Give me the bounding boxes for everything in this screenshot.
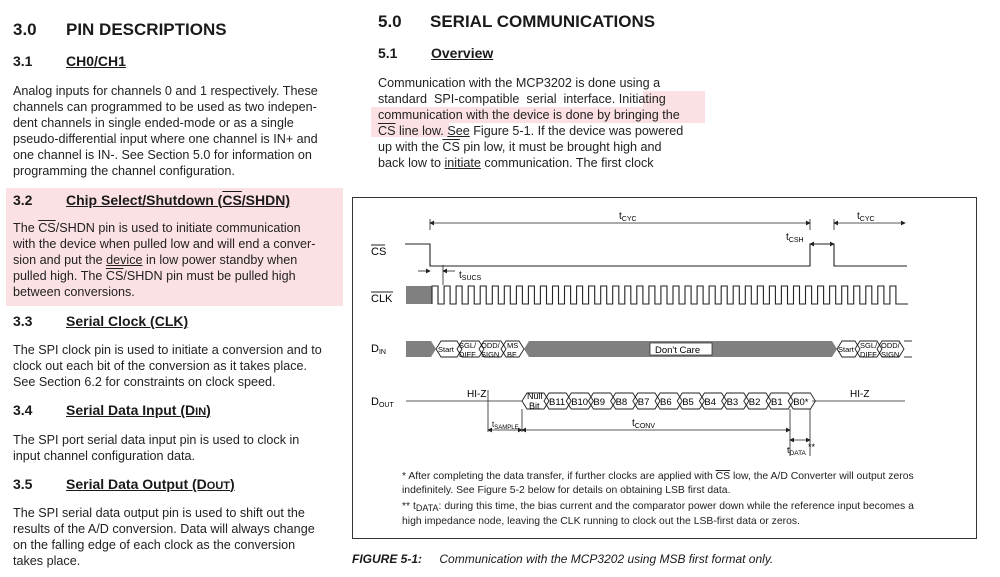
section-3-0-heading: 3.0 PIN DESCRIPTIONS bbox=[13, 20, 227, 39]
section-5-0-heading: 5.0 SERIAL COMMUNICATIONS bbox=[378, 12, 656, 31]
figure-note-1: * After completing the data transfer, if further clocks are applied with $\overline{CS}$ low, the A/D Converter will output zeros indefinitely. See Figure 5-2 below for details on obtaining LSB first data. bbox=[402, 471, 914, 496]
din-diff-2: DIFF bbox=[860, 350, 877, 359]
dout-bit-label: B0* bbox=[793, 397, 809, 408]
din-sign-2: SIGN bbox=[881, 350, 900, 359]
label-tcyc: $t_{CYC}$ bbox=[619, 211, 637, 223]
label-tcyc-2: $t_{CYC}$ bbox=[857, 211, 875, 223]
label-tconv: $t_{CONV}$ bbox=[632, 418, 656, 430]
signal-label-clk: CLK bbox=[371, 293, 393, 305]
label-tdata-stars: ** bbox=[808, 442, 816, 452]
din-sgl: SGL/ bbox=[459, 341, 477, 350]
figure-note-2: ** tDATA: during this time, the bias current and the comparator power down while the reference input becomes a high impedance node, leaving the CLK running to clock out the LSB-first data or zeros. bbox=[402, 501, 914, 527]
dout-null: Null bbox=[527, 391, 543, 401]
figure-caption: FIGURE 5-1: Communication with the MCP3202 using MSB first format only. bbox=[352, 552, 774, 566]
dout-bit-label: B1 bbox=[771, 397, 783, 408]
din-sgl-2: SGL/ bbox=[860, 341, 878, 350]
label-tdata: $t_{DATA}$ bbox=[787, 445, 806, 457]
dout-bit-label: B7 bbox=[637, 397, 650, 408]
section-3-2-heading: 3.2 Chip Select/Shutdown (CS/SHDN) bbox=[13, 192, 291, 208]
din-sign: SIGN bbox=[481, 350, 500, 359]
dout-bit-label: B9 bbox=[593, 397, 606, 408]
label-tcsh: $t_{CSH}$ bbox=[786, 232, 804, 244]
signal-label-cs: CS bbox=[371, 246, 387, 258]
dout-bit: Bit bbox=[529, 401, 540, 411]
din-odd: ODD/ bbox=[481, 341, 500, 350]
din-start: Start bbox=[438, 345, 454, 354]
section-3-2-text: The $\overline{CS}$/SHDN pin is used to initiate communication with the device when pulled low and will end a conver- sion and put the device in low power standby when pulled high. The $\overline{CS}$/SHDN pin must be pulled high between conversions. bbox=[13, 221, 316, 300]
dout-bit-label: B5 bbox=[682, 397, 694, 408]
label-tsucs: $t_{SUCS}$ bbox=[459, 270, 482, 282]
cs-waveform bbox=[405, 244, 907, 266]
din-ms: MS bbox=[507, 341, 519, 350]
section-3-5-heading: 3.5 Serial Data Output (DOUT) bbox=[13, 476, 235, 492]
din-diff: DIFF bbox=[459, 350, 476, 359]
dout-bit-label: B2 bbox=[748, 397, 761, 408]
clk-waveform bbox=[432, 286, 908, 304]
label-tsample: $t_{SAMPLE}$ bbox=[492, 420, 519, 431]
section-3-1-heading: 3.1 CH0/CH1 bbox=[13, 53, 126, 69]
section-3-4-heading: 3.4 Serial Data Input (DIN) bbox=[13, 402, 211, 418]
clk-start-block bbox=[406, 286, 432, 304]
dout-bit-label: B4 bbox=[704, 397, 717, 408]
section-3-3-heading: 3.3 Serial Clock (CLK) bbox=[13, 313, 189, 329]
din-dont-care-label: Don't Care bbox=[655, 345, 701, 356]
section-5-1-text: Communication with the MCP3202 is done using a standard SPI-compatible serial interface. Initiating communication with the device is done by bringing the $\overline{CS}$ line low. See Figure 5-1. If the device was powered up with the $\overline{CS}$ pin low, it must be brought high and back low to initiate communication. The first clock bbox=[378, 76, 684, 171]
section-3-5-text: The SPI serial data output pin is used to shift out the results of the A/D conversion. Data will always change on the falling edge of each clock as the conversion takes place. bbox=[13, 506, 315, 569]
din-lead-block bbox=[406, 341, 436, 357]
din-odd-2: ODD/ bbox=[881, 341, 900, 350]
timing-diagram bbox=[352, 197, 977, 467]
section-3-4-text: The SPI port serial data input pin is used to clock in input channel configuration data. bbox=[13, 433, 300, 464]
dout-bit-label: B8 bbox=[615, 397, 628, 408]
dout-bit-label: B11 bbox=[549, 397, 566, 408]
dout-bits bbox=[544, 393, 815, 409]
signal-label-dout: DOUT bbox=[371, 396, 394, 409]
section-5-1-heading: 5.1 Overview bbox=[378, 45, 494, 61]
dout-hiz-left-label: HI-Z bbox=[467, 389, 487, 400]
section-3-3-text: The SPI clock pin is used to initiate a conversion and to clock out each bit of the conversion as it takes place. See Section 6.2 for constraints on clock speed. bbox=[13, 343, 322, 390]
dout-bit-label: B6 bbox=[660, 397, 672, 408]
din-bf: BF bbox=[507, 350, 517, 359]
dout-hiz-right-label: HI-Z bbox=[850, 389, 870, 400]
signal-label-din: DIN bbox=[371, 343, 386, 356]
dout-bit-label: B10 bbox=[571, 397, 589, 408]
section-3-1-text: Analog inputs for channels 0 and 1 respectively. These channels can programmed to be used as two indepen- dent channels in single ended-mode or as a single pseudo-differential input where one channel is IN+ and one channel is IN-. See Section 5.0 for information on programming the channel configuration. bbox=[13, 84, 318, 179]
din-start-2: Start bbox=[838, 345, 854, 354]
dout-bit-label: B3 bbox=[726, 397, 739, 408]
